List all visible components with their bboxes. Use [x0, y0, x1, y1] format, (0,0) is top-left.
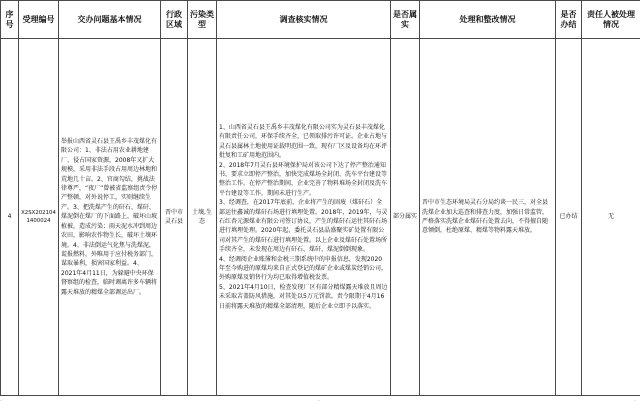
header-region: 行政区域	[161, 1, 188, 39]
header-seq: 序号	[1, 1, 19, 39]
cell-concluded: 已办结	[556, 39, 582, 396]
cell-region: 晋中市灵石县	[161, 39, 188, 396]
cell-accountability: 无	[582, 39, 640, 396]
header-pollution-type: 污染类型	[188, 1, 217, 39]
cell-verified: 部分属实	[391, 39, 420, 396]
header-row	[1, 1, 640, 39]
header-verified: 是否属实	[391, 1, 420, 39]
table-row	[1, 39, 640, 396]
header-case-id: 受理编号	[19, 1, 59, 39]
cell-complaint: 举报山西省灵石县王禹乡丰茂煤化有限公司：1、非法占用农业耕地建厂、侵占国家资源，2008年又扩大规模，采用非法手段占用周边林地和荒地几十亩。2、官商勾结，挑战法律尊严，“夜厂”曾被省监察组责令停产整顿，对外说停工，实则继续生产。3、把洗煤产生的矸石、煤矸、煤泥倒在煤厂的下面路上，破坏山坡植被，造成污染；雨天泥水冲到周边农田，影响农作物生长，破坏土壤环境。4、非法倒运气化焦与洗煤泥，谎报燃料，外唯用于应付税务部门，谋取暴利，损害国家利益。4、2021年4月11日，为躲避中央环保督察组的检查，临时调离许多车辆将露天堆放的精煤全部调运出厂。	[59, 39, 161, 396]
page-marker-right: ·	[634, 398, 636, 405]
header-investigation: 调查核实情况	[217, 1, 391, 39]
investigation-item-5: 5、2021年4月10日，检查发现厂区有部分精煤露天堆放且周边未采取苫盖防风措施，对其处以5万元罚款。责令限期于4月16日前将露天堆放的精煤全部清理，随后企业立即予以落实。	[219, 283, 388, 310]
header-handling: 处理和整改情况	[420, 1, 556, 39]
page-marker-left: ·	[0, 398, 2, 405]
page-marker-center: ·	[318, 398, 320, 405]
header-complaint: 交办问题基本情况	[59, 1, 161, 39]
cell-investigation	[217, 39, 391, 396]
header-accountability: 责任人被处理情况	[582, 1, 640, 39]
cell-handling: 晋中市生态环境局灵石分局约谈一民三，对全县洗煤企业加大巡查和排查力度，加强日常监管，严格落实洗煤企业煤矸石处置去向，不得擅自随意倾倒，杜绝原煤、精煤等物料露天堆放。	[420, 39, 556, 396]
page-footer	[0, 398, 640, 408]
cell-seq: 4	[1, 39, 19, 396]
cell-pollution-type: 土壤,生态	[188, 39, 217, 396]
investigation-item-4: 4、经调阅企业账簿和金税三期系统中的申报信息，发现2020年至今购进的原煤均来自正式登记的煤矿企业或煤炭经销公司，外购原煤及销售行为均已取得增值税发票。	[219, 255, 388, 282]
investigation-item-2: 2、2018年7月灵石县环境保护局对该公司下达了停产整治通知书，要求立即停产整治，加快完成煤场全封闭、洗车平台建设等整治工作。在停产整治期间，企业完善了物料堆场全封闭及洗车平台建设等工作，期间未进行生产。	[219, 161, 388, 197]
cell-case-id: X2SX2021041400024	[19, 39, 59, 396]
investigation-item-3: 3、经调查，在2017年底前，企业将产生的固废（煤矸石）全部运往鑫诚的煤矸石场进行填埋处置。2018年，2019年，与灵石红杏元源煤业有限公司签订协议，产生的煤矸石运往其矸石场进行填埋处理。2020年起，委托灵石县晶盛聚实矿处置有限公司对其产生的煤矸石进行填埋处置。以上企业及煤矸石处置场所手续齐全，未发现在周边有矸石、煤矸、煤泥倒倒现象。	[219, 199, 388, 254]
header-concluded: 是否办结	[556, 1, 582, 39]
investigation-item-1: 1、山西省灵石县王禹乡丰茂煤化有限公司实为灵石县丰茂煤化有限责任公司，环保手续齐全，已领取排污许可证。企业占地与灵石县属林土地使用证载明范围一致，现有厂区及设备均在环评批复和工矿用地范围内。	[219, 123, 388, 160]
